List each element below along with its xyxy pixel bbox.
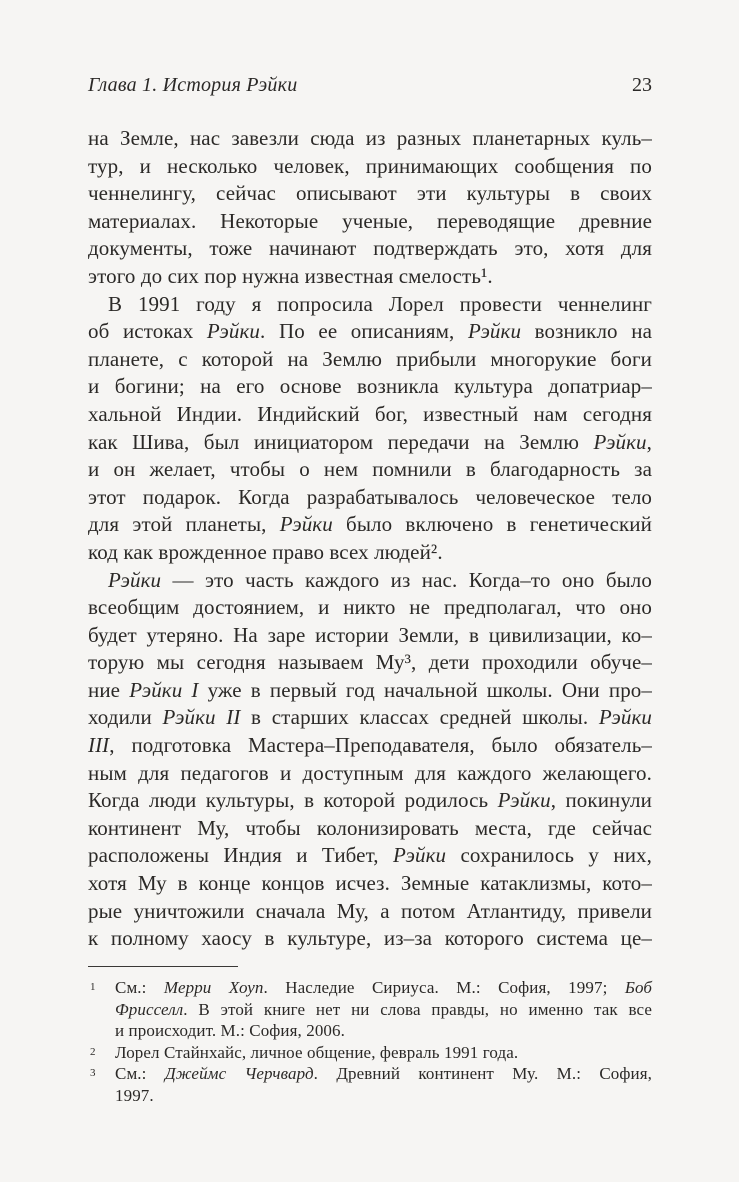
text-line: код как врожденное право всех людей². (88, 539, 443, 564)
body-text (88, 125, 652, 953)
text-line: этого до сих пор нужна известная смелость¹. (88, 263, 493, 288)
text-line: хальной Индии. Индийский бог, известный нам сегодня (88, 401, 652, 426)
text-line: тур, и несколько человек, принимающих сообщения по (88, 153, 652, 178)
text-line: и богини; на его основе возникла культура допатриар– (88, 374, 652, 399)
text-line: Рэйки — это часть каждого из нас. Когда–то оно было (108, 567, 652, 592)
text-line: об истоках Рэйки. По ее описаниям, Рэйки возникло на (88, 319, 652, 344)
text-line: Лорел Стайнхайс, личное общение, февраль 1991 года. (115, 1042, 519, 1062)
footnote-list (88, 977, 652, 1107)
text-line: ным для педагогов и доступным для каждого желающего. (88, 760, 652, 785)
text-line: III, подготовка Мастера–Преподавателя, было обязатель– (88, 733, 652, 758)
text-line: планете, с которой на Землю прибыли многорукие боги (88, 346, 652, 371)
text-line: торую мы сегодня называем Му³, дети проходили обуче– (88, 650, 652, 675)
text-line: ходили Рэйки II в старших классах средней школы. Рэйки (88, 705, 652, 730)
text-line: 1997. (115, 1085, 154, 1105)
footnote-marker: 3 (90, 1067, 96, 1080)
text-line: на Земле, нас завезли сюда из разных планетарных куль– (88, 126, 652, 150)
footnote-item (88, 1042, 652, 1064)
text-line: материалах. Некоторые ученые, переводящие древние (88, 208, 652, 233)
footnote-marker: 2 (90, 1045, 96, 1058)
text-line: континент Му, чтобы колонизировать места, где сейчас (88, 815, 652, 840)
page-header (88, 74, 652, 97)
running-head-chapter-title: Глава 1. История Рэйки (88, 74, 298, 96)
text-line: и он желает, чтобы о нем помнили в благодарность за (88, 457, 652, 482)
text-line: рые уничтожили сначала Му, а потом Атлантиду, привели (88, 898, 652, 923)
footnote-separator (88, 966, 238, 967)
text-line: всеобщим достоянием, и никто не предполагал, что оно (88, 595, 652, 620)
text-line: и происходит. М.: София, 2006. (115, 1021, 345, 1041)
text-line: См.: Мерри Хоуп. Наследие Сириуса. М.: София, 1997; Боб (115, 978, 652, 997)
text-line: для этой планеты, Рэйки было включено в генетический (88, 512, 652, 537)
text-line: будет утеряно. На заре истории Земли, в цивилизации, ко– (88, 622, 652, 647)
text-line: хотя Му в конце концов исчез. Земные катаклизмы, кото– (88, 871, 652, 896)
text-line: Когда люди культуры, в которой родилось Рэйки, покинули (88, 788, 652, 813)
text-line: ние Рэйки I уже в первый год начальной школы. Они про– (88, 677, 653, 702)
text-line: этот подарок. Когда разрабатывалось человеческое тело (88, 484, 652, 509)
text-line: Фрисселл. В этой книге нет ни слова правды, но именно так все (115, 999, 652, 1019)
text-line: ченнелингу, сейчас описывают эти культуры в своих (88, 181, 652, 206)
text-line: документы, тоже начинают подтверждать это, хотя для (88, 236, 652, 261)
text-line: См.: Джеймс Черчвард. Древний континент Му. М.: София, (115, 1064, 652, 1084)
footnote-marker: 1 (90, 981, 96, 993)
footnotes-section (88, 966, 652, 1107)
text-line: как Шива, был инициатором передачи на Землю Рэйки, (88, 429, 652, 454)
page-number: 23 (632, 74, 652, 96)
text-line: расположены Индия и Тибет, Рэйки сохранилось у них, (88, 843, 652, 868)
text-line: к полному хаосу в культуре, из–за которого система це– (88, 926, 652, 951)
text-line: В 1991 году я попросила Лорел провести ченнелинг (108, 291, 652, 316)
footnote-item (88, 1063, 652, 1106)
footnote-item (88, 977, 652, 1042)
